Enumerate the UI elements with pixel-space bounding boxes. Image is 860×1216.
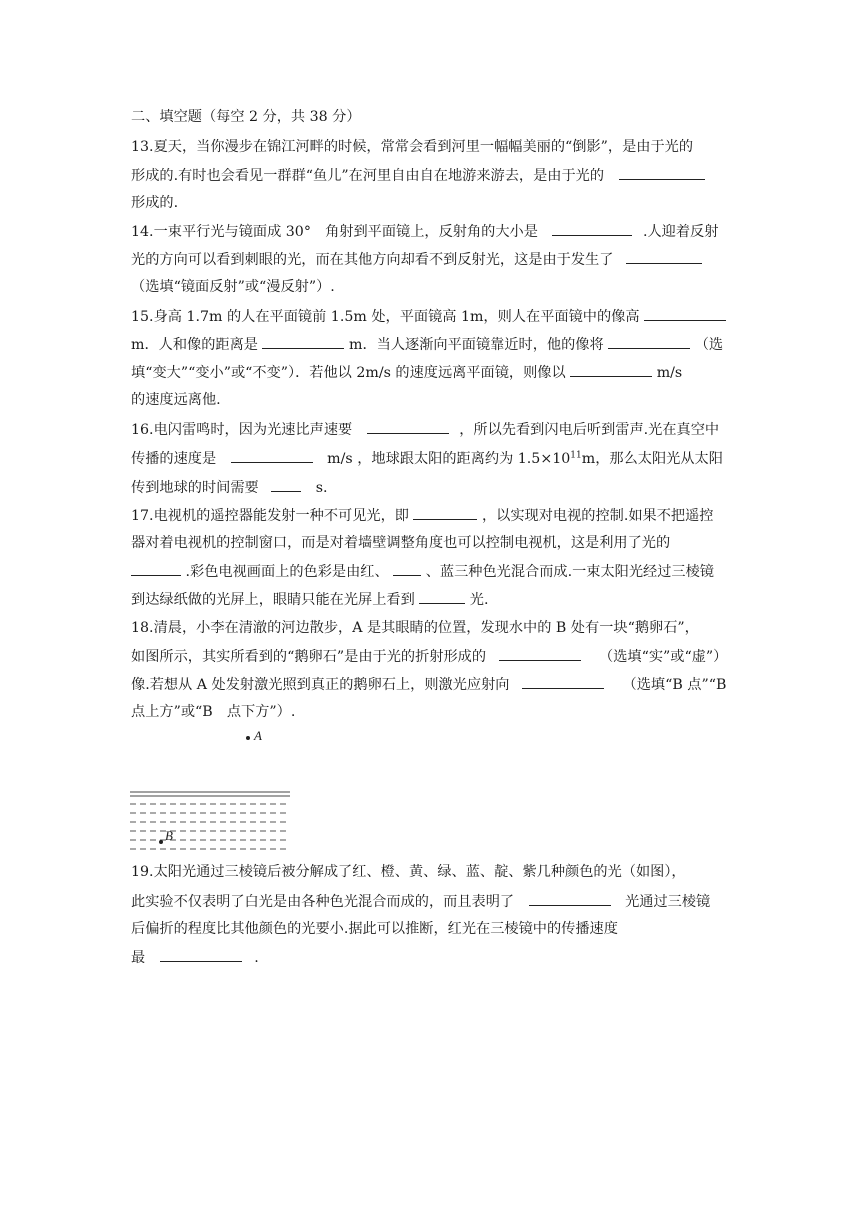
q18-line-1: 18.清晨，小李在清澈的河边散步，A 是其眼睛的位置，发现水中的 B 处有一块“鹅卵石”，	[131, 620, 699, 636]
q15-line-2	[131, 334, 723, 354]
q17-text-c: .彩色电视画面上的色彩是由红、	[185, 564, 389, 580]
q16-text-e: m，那么太阳光从太阳	[581, 451, 723, 467]
q18-line-4: 点上方”或“B 点下方”）.	[131, 704, 296, 720]
q18-line-2	[131, 646, 727, 666]
q16-text-d: m/s ，地球跟太阳的距离约为 1.5×10	[327, 451, 571, 467]
q16-line-1	[131, 419, 719, 439]
q19-text-d: .	[254, 950, 259, 966]
q14-line-2	[131, 249, 702, 269]
q16-answer-blank-1[interactable]	[367, 419, 449, 434]
q16-text-a: 16.电闪雷鸣时，因为光速比声速要	[131, 422, 353, 438]
q16-line-2	[131, 448, 723, 468]
q17-text-f: 光.	[469, 592, 489, 608]
q19-text-a: 此实验不仅表明了白光是由各种色光混合而成的，而且表明了	[131, 894, 515, 910]
q14-line-3: （选填“镜面反射”或“漫反射”）.	[131, 279, 335, 295]
q15-line-4: 的速度远离他.	[131, 392, 221, 408]
q15-text-c: m．当人逐渐向平面镜靠近时，他的像将	[349, 337, 604, 353]
q17-text-d: 、蓝三种色光混合而成.一束太阳光经过三棱镜	[425, 564, 714, 580]
q15-answer-blank-3[interactable]	[608, 334, 690, 349]
point-b-dot	[159, 840, 163, 844]
point-a-dot	[246, 736, 250, 740]
q15-answer-blank-1[interactable]	[644, 306, 726, 321]
point-a-label: A	[254, 728, 262, 743]
q13-line-2	[131, 165, 705, 185]
q16-answer-blank-3[interactable]	[271, 477, 301, 492]
q18-text-b: （选填“实”或“虚”）	[599, 649, 728, 665]
q15-answer-blank-4[interactable]	[570, 362, 652, 377]
q17-line-4	[131, 589, 489, 609]
q16-answer-blank-2[interactable]	[231, 448, 313, 463]
q16-exponent: 11	[570, 450, 582, 461]
q18-line-3	[131, 674, 726, 694]
q14-text-c: 光的方向可以看到刺眼的光，而在其他方向却看不到反射光，这是由于发生了	[131, 252, 614, 268]
q18-answer-blank-1[interactable]	[499, 646, 581, 661]
q19-answer-blank-2[interactable]	[160, 947, 242, 962]
water-diagram	[125, 726, 300, 852]
q17-line-3	[131, 561, 714, 581]
q19-line-4	[131, 947, 259, 967]
q16-text-c: 传播的速度是	[131, 451, 217, 467]
q19-text-c: 最	[131, 950, 146, 966]
q17-text-b: ，以实现对电视的控制.如果不把遥控	[481, 508, 714, 524]
point-b-label: B	[165, 828, 173, 843]
q15-line-3	[131, 362, 682, 382]
q15-text-b: m．人和像的距离是	[131, 337, 258, 353]
q16-text-f: 传到地球的时间需要	[131, 480, 259, 496]
q13-line-3: 形成的.	[131, 195, 179, 211]
q17-text-a: 17.电视机的遥控器能发射一种不可见光，即	[131, 508, 409, 524]
q17-answer-blank-1[interactable]	[413, 505, 477, 520]
q14-text-a: 14.一束平行光与镜面成 30° 角射到平面镜上，反射角的大小是	[131, 224, 538, 240]
q17-text-e: 到达绿纸做的光屏上，眼睛只能在光屏上看到	[131, 592, 415, 608]
q15-text-e: 填“变大”“变小”或“不变”）．若他以 2m/s 的速度远离平面镜，则像以	[131, 365, 566, 381]
q19-line-3: 后偏折的程度比其他颜色的光要小.据此可以推断，红光在三棱镜中的传播速度	[131, 921, 618, 937]
q13-answer-blank[interactable]	[619, 165, 705, 180]
q16-line-3	[131, 477, 328, 497]
q17-answer-blank-4[interactable]	[419, 589, 465, 604]
q14-text-b: .人迎着反射	[642, 224, 719, 240]
q15-answer-blank-2[interactable]	[262, 334, 344, 349]
q15-text-f: m/s	[656, 365, 683, 381]
q13-line-1: 13.夏天，当你漫步在锦江河畔的时候，常常会看到河里一幅幅美丽的“倒影”，是由于光的	[131, 139, 694, 155]
q17-line-1	[131, 505, 714, 525]
q14-line-1	[131, 221, 718, 241]
q18-text-a: 如图所示，其实所看到的“鹅卵石”是由于光的折射形成的	[131, 649, 487, 665]
q17-line-2: 器对着电视机的控制窗口，而是对着墙壁调整角度也可以控制电视机，这是利用了光的	[131, 535, 671, 551]
q18-text-c: 像.若想从 A 处发射激光照到真正的鹅卵石上，则激光应射向	[131, 677, 510, 693]
q13-text: 形成的.有时也会看见一群群“鱼儿”在河里自由自在地游来游去，是由于光的	[131, 168, 605, 184]
q14-answer-blank-1[interactable]	[552, 221, 632, 236]
q16-text-b: ，所以先看到闪电后听到雷声.光在真空中	[459, 422, 720, 438]
q15-text-a: 15.身高 1.7m 的人在平面镜前 1.5m 处，平面镜高 1m，则人在平面镜中的像高	[131, 309, 640, 325]
q19-text-b: 光通过三棱镜	[625, 894, 711, 910]
q19-line-2	[131, 891, 710, 911]
section-title: 二、填空题（每空 2 分，共 38 分）	[131, 109, 361, 125]
q17-answer-blank-2[interactable]	[131, 561, 181, 576]
q16-text-g: s.	[315, 480, 328, 496]
q19-line-1: 19.太阳光通过三棱镜后被分解成了红、橙、黄、绿、蓝、靛、紫几种颜色的光（如图），	[131, 864, 686, 880]
q14-answer-blank-2[interactable]	[626, 249, 702, 264]
q15-line-1	[131, 306, 726, 326]
q15-text-d: （选	[694, 337, 724, 353]
q18-answer-blank-2[interactable]	[522, 674, 604, 689]
q18-text-d: （选填“B 点”“B	[622, 677, 727, 693]
q19-answer-blank-1[interactable]	[529, 891, 611, 906]
q17-answer-blank-3[interactable]	[393, 561, 421, 576]
